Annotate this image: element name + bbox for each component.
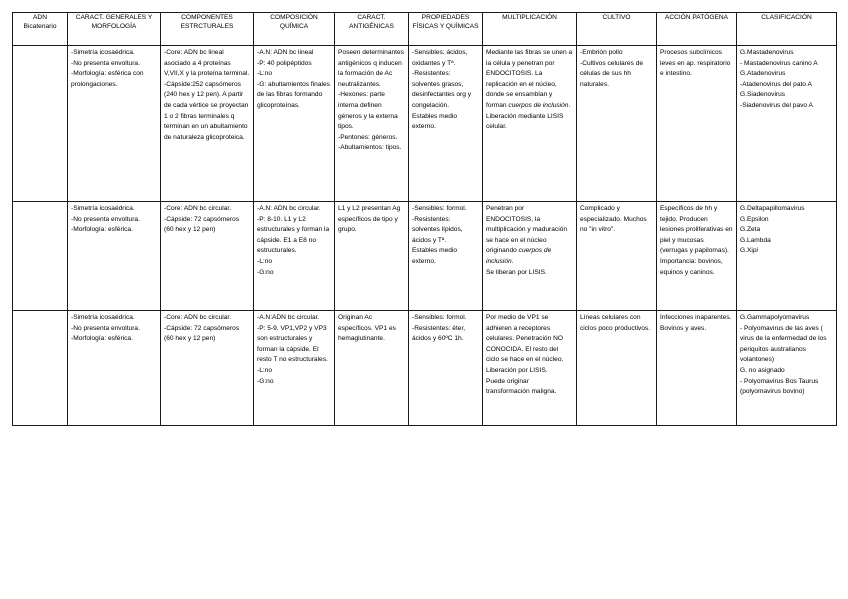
cell-text: -A.N:ADN bc circular. xyxy=(257,314,320,321)
cell-text: Originan Ac específicos. VP1 es hemaglutinante. xyxy=(338,314,396,343)
cell-clasificacion xyxy=(737,311,837,426)
virus-classification-table xyxy=(12,12,837,426)
cell-text: -L:no xyxy=(257,70,273,78)
cell-text: G.Deltapapillomavirus xyxy=(740,205,805,212)
cell-text: -Cápside: 72 capsómeros (60 hex y 12 pen) xyxy=(164,215,240,234)
cell-text: -Simetría icosaédrica. xyxy=(71,314,135,321)
cell-cultivo xyxy=(577,46,657,202)
cell-text: -P: 8-10. L1 y L2 estructurales y forman la cápside. E1 a E8 no estructurales. xyxy=(257,215,330,255)
cell-text: Infecciones inaparentes. Bovinos y aves. xyxy=(660,314,732,332)
cell-text: Por medio de VP1 se adhieren a receptores celulares. Penetración NO CONOCIDA. El resto del ciclo se hace en el núcleo. xyxy=(486,314,564,364)
cell-text: Procesos subclínicos leves en ap. respiratorio e intestino. xyxy=(660,49,731,78)
cell-text: -A.N: ADN bc lineal xyxy=(257,49,314,56)
cell-adn-bicatenario xyxy=(13,202,68,311)
cell-text: -Core: ADN bc lineal asociado a 4 proteínas V,VII,X y la proteína terminal. xyxy=(164,49,250,78)
cell-text: -Core: ADN bc circular. xyxy=(164,205,232,212)
table-row xyxy=(13,46,837,202)
cell-adn-bicatenario xyxy=(13,311,68,426)
cell-caract-antigenicas xyxy=(335,46,409,202)
cell-caract-antigenicas xyxy=(335,202,409,311)
table-header-row xyxy=(13,13,837,46)
cell-text: Se liberan por LISIS. xyxy=(486,268,547,276)
cell-propiedades xyxy=(409,202,483,311)
cell-clasificacion xyxy=(737,46,837,202)
table-row xyxy=(13,202,837,311)
cell-caract-generales xyxy=(68,202,161,311)
header-componentes: COMPONENTES ESTRCTURALES xyxy=(161,13,254,46)
cell-text: -L:no xyxy=(257,257,273,265)
cell-text: -Hexones: parte interna definen géneros y la externa tipos. xyxy=(338,91,398,131)
cell-clasificacion xyxy=(737,202,837,311)
cell-text: Importancia: bovinos, equinos y caninos. xyxy=(660,257,723,276)
cell-text: G.Lambda xyxy=(740,236,771,244)
cell-text: -No presenta envoltura. xyxy=(71,59,140,67)
cell-text: Estables medio externo. xyxy=(412,112,458,131)
cell-text: -G:no xyxy=(257,268,274,276)
header-propiedades: PROPIEDADES FÍSICAS Y QUÍMICAS xyxy=(409,13,483,46)
cell-text: -P: 40 polipéptidos xyxy=(257,59,312,67)
cell-text: G.Mastadenovirus xyxy=(740,49,794,56)
cell-accion-patogena xyxy=(657,311,737,426)
cell-text: Específicos de hh y tejido. Producen lesiones proliferativas en piel y mucosas (verrugas y papilomas). xyxy=(660,205,733,255)
cell-componentes xyxy=(161,311,254,426)
cell-text: -Simetría icosaédrica. xyxy=(71,205,135,212)
cell-caract-generales xyxy=(68,46,161,202)
cell-composicion-quimica xyxy=(254,46,335,202)
cell-text: -Morfología: esférica con prolongaciones. xyxy=(71,70,144,88)
cell-text: Mediante las fibras se unen a la célula y penetran por ENDOCITOSIS. La replicación en el núcleo, donde se ensamblan y forman cuerpos de inclusión. xyxy=(486,49,573,109)
header-composicion-quimica: COMPOSICIÓN QUÍMICA xyxy=(254,13,335,46)
cell-text: Penetran por ENDOCITOSIS, la multiplicación y maduración se hace en el núcleo originando cuerpos de inclusión. xyxy=(486,205,567,265)
cell-text: -Resistentes: éter, ácidos y 60ºC 1h. xyxy=(412,324,466,343)
cell-text: -No presenta envoltura. xyxy=(71,324,140,332)
cell-componentes xyxy=(161,46,254,202)
cell-text: G.Zeta xyxy=(740,226,761,234)
cell-accion-patogena xyxy=(657,202,737,311)
cell-text: Puede originar transformación maligna. xyxy=(486,377,557,396)
cell-text: -Embrión pollo xyxy=(580,49,623,56)
cell-caract-antigenicas xyxy=(335,311,409,426)
header-caract-generales: CARACT. GENERALES Y MORFOLOGÍA xyxy=(68,13,161,46)
cell-text: -Core: ADN bc circular. xyxy=(164,314,232,321)
cell-text: -Sensibles: formol. xyxy=(412,314,467,321)
cell-composicion-quimica xyxy=(254,311,335,426)
cell-text: -Siadenovirus del pavo A xyxy=(740,101,813,109)
cell-text: L1 y L2 presentan Ag específicos de tipo y grupo. xyxy=(338,205,401,234)
cell-text: -Cápside: 72 capsómeros (60 hex y 12 pen) xyxy=(164,324,240,343)
cell-text: G.Gammapolyomavirus xyxy=(740,314,810,321)
cell-text: -L:no xyxy=(257,366,273,374)
cell-text: Liberación por LISIS. xyxy=(486,366,548,374)
cell-text: -Sensibles: formol. xyxy=(412,205,467,212)
cell-text: Líneas celulares con ciclos poco productivos. xyxy=(580,314,651,332)
cell-text: -P: 5-9. VP1,VP2 y VP3 son estructurales y forman la cápside. El resto T no estructurales. xyxy=(257,324,328,364)
cell-text: Complicado y especializado. Muchos no "in vitro". xyxy=(580,205,647,234)
cell-text: -Resistentes: solventes lípidos, ácidos y Tª. xyxy=(412,215,463,244)
header-multiplicacion: MULTIPLICACIÓN xyxy=(483,13,577,46)
cell-adn-bicatenario xyxy=(13,46,68,202)
header-cultivo: CULTIVO xyxy=(577,13,657,46)
cell-text: -No presenta envoltura. xyxy=(71,215,140,223)
header-caract-antigenicas: CARACT. ANTIGÉNICAS xyxy=(335,13,409,46)
cell-text: - Mastadenovirus canino A xyxy=(740,59,818,67)
header-clasificacion: CLASIFICACIÓN xyxy=(737,13,837,46)
cell-text: -Morfología: esférica. xyxy=(71,226,133,234)
cell-text: -Pentones: géneros. xyxy=(338,133,398,141)
cell-composicion-quimica xyxy=(254,202,335,311)
cell-text: -Cápside:252 capsómeros (240 hex y 12 pen). A partir de cada vértice se proyectan 1 o 2 fibras terminales q terminan en un abultamiento de naturaleza glicoproteica. xyxy=(164,80,249,141)
cell-text: -Abultamientos: tipos. xyxy=(338,144,402,152)
cell-text: Estables medio externo. xyxy=(412,247,458,265)
cell-multiplicacion xyxy=(483,202,577,311)
cell-caract-generales xyxy=(68,311,161,426)
cell-propiedades xyxy=(409,311,483,426)
cell-text: G.Siadenovirus xyxy=(740,91,786,99)
table-row xyxy=(13,311,837,426)
cell-text: Liberación mediante LISIS celular. xyxy=(486,112,564,131)
cell-accion-patogena xyxy=(657,46,737,202)
cell-cultivo xyxy=(577,311,657,426)
cell-text: - Polyomavirus de las aves ( virus de la enfermedad de los periquitos australianos volantones) xyxy=(740,324,827,364)
cell-text: G. no asignado xyxy=(740,366,785,374)
cell-text: - Polyomavirus Bos Taurus (polyomavirus bovino) xyxy=(740,377,819,396)
cell-propiedades xyxy=(409,46,483,202)
cell-multiplicacion xyxy=(483,46,577,202)
cell-componentes xyxy=(161,202,254,311)
cell-text: Poseen determinantes antigénicos q inducen la formación de Ac neutralizantes. xyxy=(338,49,404,88)
cell-cultivo xyxy=(577,202,657,311)
cell-text: -Sensibles: ácidos, oxidantes y Tª. xyxy=(412,49,468,67)
cell-text: G.Xipi xyxy=(740,247,758,255)
cell-text: -Cultivos celulares de células de sus hh naturales. xyxy=(580,59,644,88)
cell-text: -G:no xyxy=(257,377,274,385)
cell-text: G.Atadenovirus xyxy=(740,70,786,78)
header-adn-bicatenario: ADN Bicatenario xyxy=(13,13,68,46)
cell-text: -G: abultamientos finales de las fibras formando glicoproteínas. xyxy=(257,80,330,109)
cell-multiplicacion xyxy=(483,311,577,426)
cell-text: -Morfología: esférica. xyxy=(71,335,133,343)
cell-text: G.Epsilon xyxy=(740,215,769,223)
cell-text: -Atadenovirus del pato A xyxy=(740,80,812,88)
header-accion-patogena: ACCIÓN PATÓGENA xyxy=(657,13,737,46)
cell-text: -Resistentes: solventes grasos, desinfectantes org y congelación. xyxy=(412,70,472,109)
cell-text: -A.N: ADN bc circular. xyxy=(257,205,321,212)
cell-text: -Simetría icosaédrica. xyxy=(71,49,135,56)
